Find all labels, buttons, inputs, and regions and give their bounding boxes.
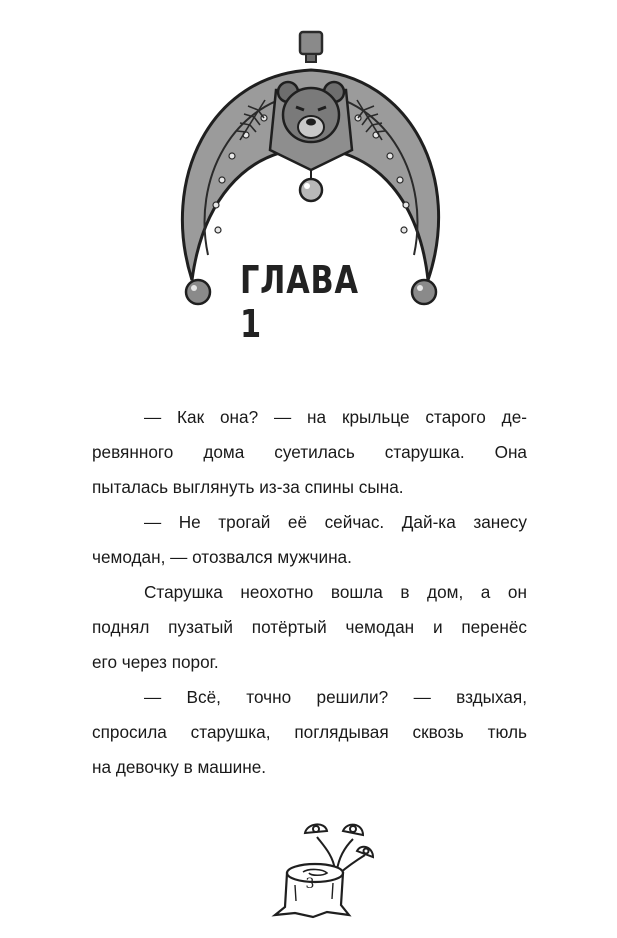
stump-mushrooms-icon: [265, 815, 375, 920]
story-line: пыталась выглянуть из-за спины сына.: [92, 477, 404, 497]
story-line: его через порог.: [92, 652, 219, 672]
story-line: — Как она? — на крыльце старого де-: [144, 407, 527, 427]
story-line: на девочку в машине.: [92, 757, 267, 777]
story-line: поднял пузатый потёртый чемодан и перенёс: [92, 617, 527, 637]
story-line: спросила старушка, поглядывая сквозь тюль: [92, 722, 527, 742]
story-line: ревянного дома суетилась старушка. Она: [92, 442, 527, 462]
story-line: Старушка неохотно вошла в дом, а он: [144, 582, 527, 602]
story-line: чемодан, — отозвался мужчина.: [92, 547, 352, 567]
story-text: [92, 400, 527, 785]
story-line: — Не трогай её сейчас. Дай-ка занесу: [144, 512, 527, 532]
page-number: 3: [305, 876, 315, 892]
story-line: — Всё, точно решили? — вздыхая,: [144, 687, 527, 707]
chapter-title: ГЛАВА 1: [240, 258, 359, 346]
